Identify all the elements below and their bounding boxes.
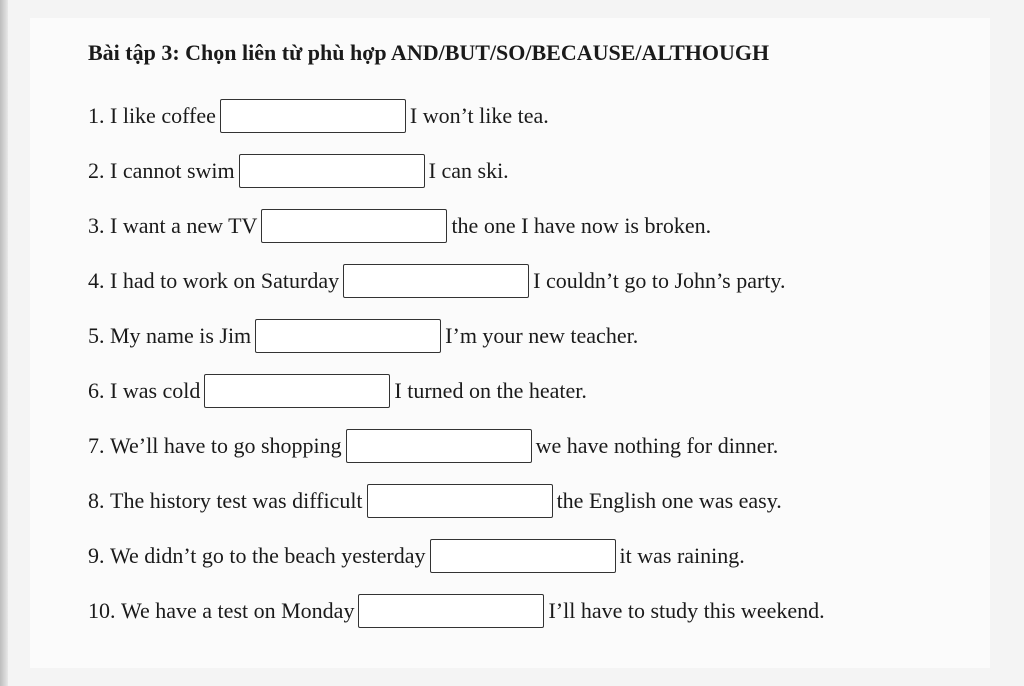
sentence-after: it was raining. (619, 542, 745, 568)
sentence-after: I turned on the heater. (394, 377, 587, 403)
exercise-item-1 (88, 88, 988, 143)
sentence-before: My name is Jim (110, 322, 252, 348)
answer-box-5[interactable] (255, 319, 441, 353)
exercise-item-7 (88, 418, 988, 473)
item-number: 4. (88, 267, 105, 293)
answer-box-2[interactable] (239, 154, 425, 188)
answer-box-10[interactable] (358, 594, 544, 628)
sentence-after: I couldn’t go to John’s party. (533, 267, 786, 293)
exercise-title: Bài tập 3: Chọn liên từ phù hợp AND/BUT/SO/BECAUSE/ALTHOUGH (88, 40, 770, 65)
sentence-before: I cannot swim (110, 157, 235, 183)
answer-box-1[interactable] (220, 99, 406, 133)
sentence-after: I can ski. (428, 157, 509, 183)
item-number: 1. (88, 102, 105, 128)
sentence-before: The history test was difficult (110, 487, 363, 513)
sentence-after: I won’t like tea. (409, 102, 549, 128)
answer-box-8[interactable] (367, 484, 553, 518)
exercise-item-4 (88, 253, 988, 308)
sentence-after: I’ll have to study this weekend. (548, 597, 825, 623)
answer-box-6[interactable] (204, 374, 390, 408)
exercise-item-8 (88, 473, 988, 528)
item-number: 7. (88, 432, 105, 458)
sentence-after: I’m your new teacher. (445, 322, 639, 348)
sentence-before: I had to work on Saturday (110, 267, 340, 293)
sentence-before: I was cold (110, 377, 201, 403)
item-number: 6. (88, 377, 105, 403)
item-number: 8. (88, 487, 105, 513)
sentence-before: We have a test on Monday (121, 597, 355, 623)
item-number: 5. (88, 322, 105, 348)
sentence-after: the one I have now is broken. (451, 212, 712, 238)
exercise-list (88, 88, 988, 638)
item-number: 2. (88, 157, 105, 183)
sentence-before: We’ll have to go shopping (110, 432, 342, 458)
exercise-item-2 (88, 143, 988, 198)
sentence-before: I want a new TV (110, 212, 258, 238)
answer-box-7[interactable] (346, 429, 532, 463)
item-number: 9. (88, 542, 105, 568)
sentence-after: the English one was easy. (556, 487, 782, 513)
sentence-before: We didn’t go to the beach yesterday (110, 542, 426, 568)
exercise-item-5 (88, 308, 988, 363)
answer-box-3[interactable] (261, 209, 447, 243)
exercise-item-9 (88, 528, 988, 583)
answer-box-9[interactable] (430, 539, 616, 573)
page-edge (0, 0, 8, 686)
exercise-item-6 (88, 363, 988, 418)
sentence-before: I like coffee (110, 102, 216, 128)
exercise-item-10 (88, 583, 988, 638)
item-number: 3. (88, 212, 105, 238)
exercise-item-3 (88, 198, 988, 253)
sentence-after: we have nothing for dinner. (535, 432, 779, 458)
item-number: 10. (88, 597, 116, 623)
answer-box-4[interactable] (343, 264, 529, 298)
